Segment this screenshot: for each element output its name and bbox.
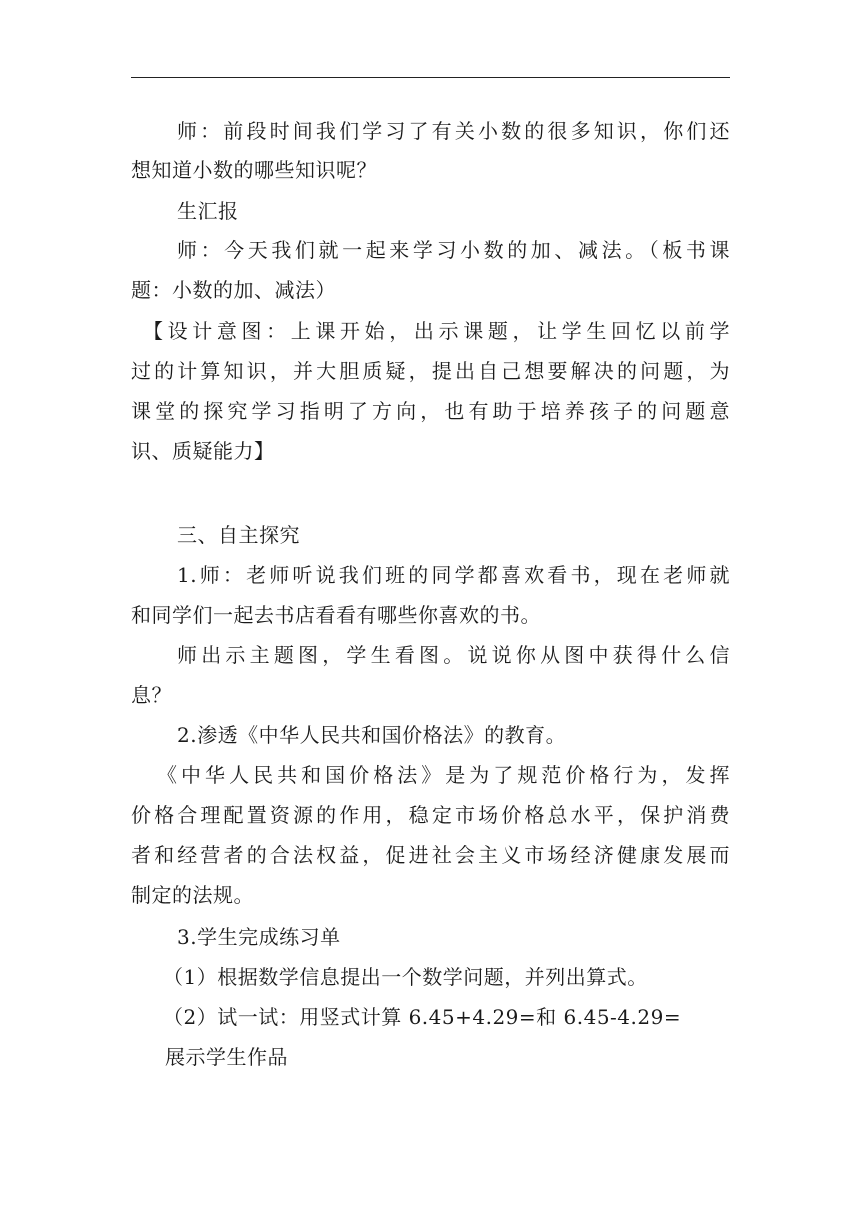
paragraph-line: 价格合理配置资源的作用，稳定市场价格总水平，保护消费 bbox=[131, 803, 730, 827]
paragraph-line: 题：小数的加、减法） bbox=[131, 278, 336, 302]
paragraph-line: 师：前段时间我们学习了有关小数的很多知识，你们还 bbox=[177, 119, 730, 143]
header-rule bbox=[131, 77, 730, 78]
paragraph-line: 课堂的探究学习指明了方向，也有助于培养孩子的问题意 bbox=[131, 399, 730, 423]
paragraph-line: 制定的法规。 bbox=[131, 883, 254, 907]
section-heading: 三、自主探究 bbox=[177, 523, 300, 547]
paragraph-line: 想知道小数的哪些知识呢？ bbox=[131, 158, 377, 182]
paragraph-line: 过的计算知识，并大胆质疑，提出自己想要解决的问题，为 bbox=[131, 359, 730, 383]
paragraph-line: 者和经营者的合法权益，促进社会主义市场经济健康发展而 bbox=[131, 843, 730, 867]
paragraph-line: 息？ bbox=[131, 683, 172, 707]
paragraph-line: 2.渗透《中华人民共和国价格法》的教育。 bbox=[177, 723, 567, 747]
paragraph-line: 展示学生作品 bbox=[165, 1045, 288, 1069]
paragraph-line: 和同学们一起去书店看看有哪些你喜欢的书。 bbox=[131, 603, 541, 627]
paragraph-line: 生汇报 bbox=[177, 199, 239, 223]
paragraph-line: 识、质疑能力】 bbox=[131, 439, 275, 463]
paragraph-line: 师：今天我们就一起来学习小数的加、减法。（板书课 bbox=[177, 238, 730, 262]
paragraph-line: 《中华人民共和国价格法》是为了规范价格行为，发挥 bbox=[157, 763, 730, 787]
paragraph-line: 1.师：老师听说我们班的同学都喜欢看书，现在老师就 bbox=[177, 563, 730, 587]
paragraph-line: 3.学生完成练习单 bbox=[177, 925, 341, 949]
paragraph-line: 【设计意图：上课开始，出示课题，让学生回忆以前学 bbox=[143, 319, 730, 343]
paragraph-line: 师出示主题图，学生看图。说说你从图中获得什么信 bbox=[177, 643, 730, 667]
paragraph-line: （2）试一试：用竖式计算 6.45+4.29=和 6.45-4.29= bbox=[163, 1005, 682, 1029]
paragraph-line: （1）根据数学信息提出一个数学问题，并列出算式。 bbox=[163, 965, 648, 989]
